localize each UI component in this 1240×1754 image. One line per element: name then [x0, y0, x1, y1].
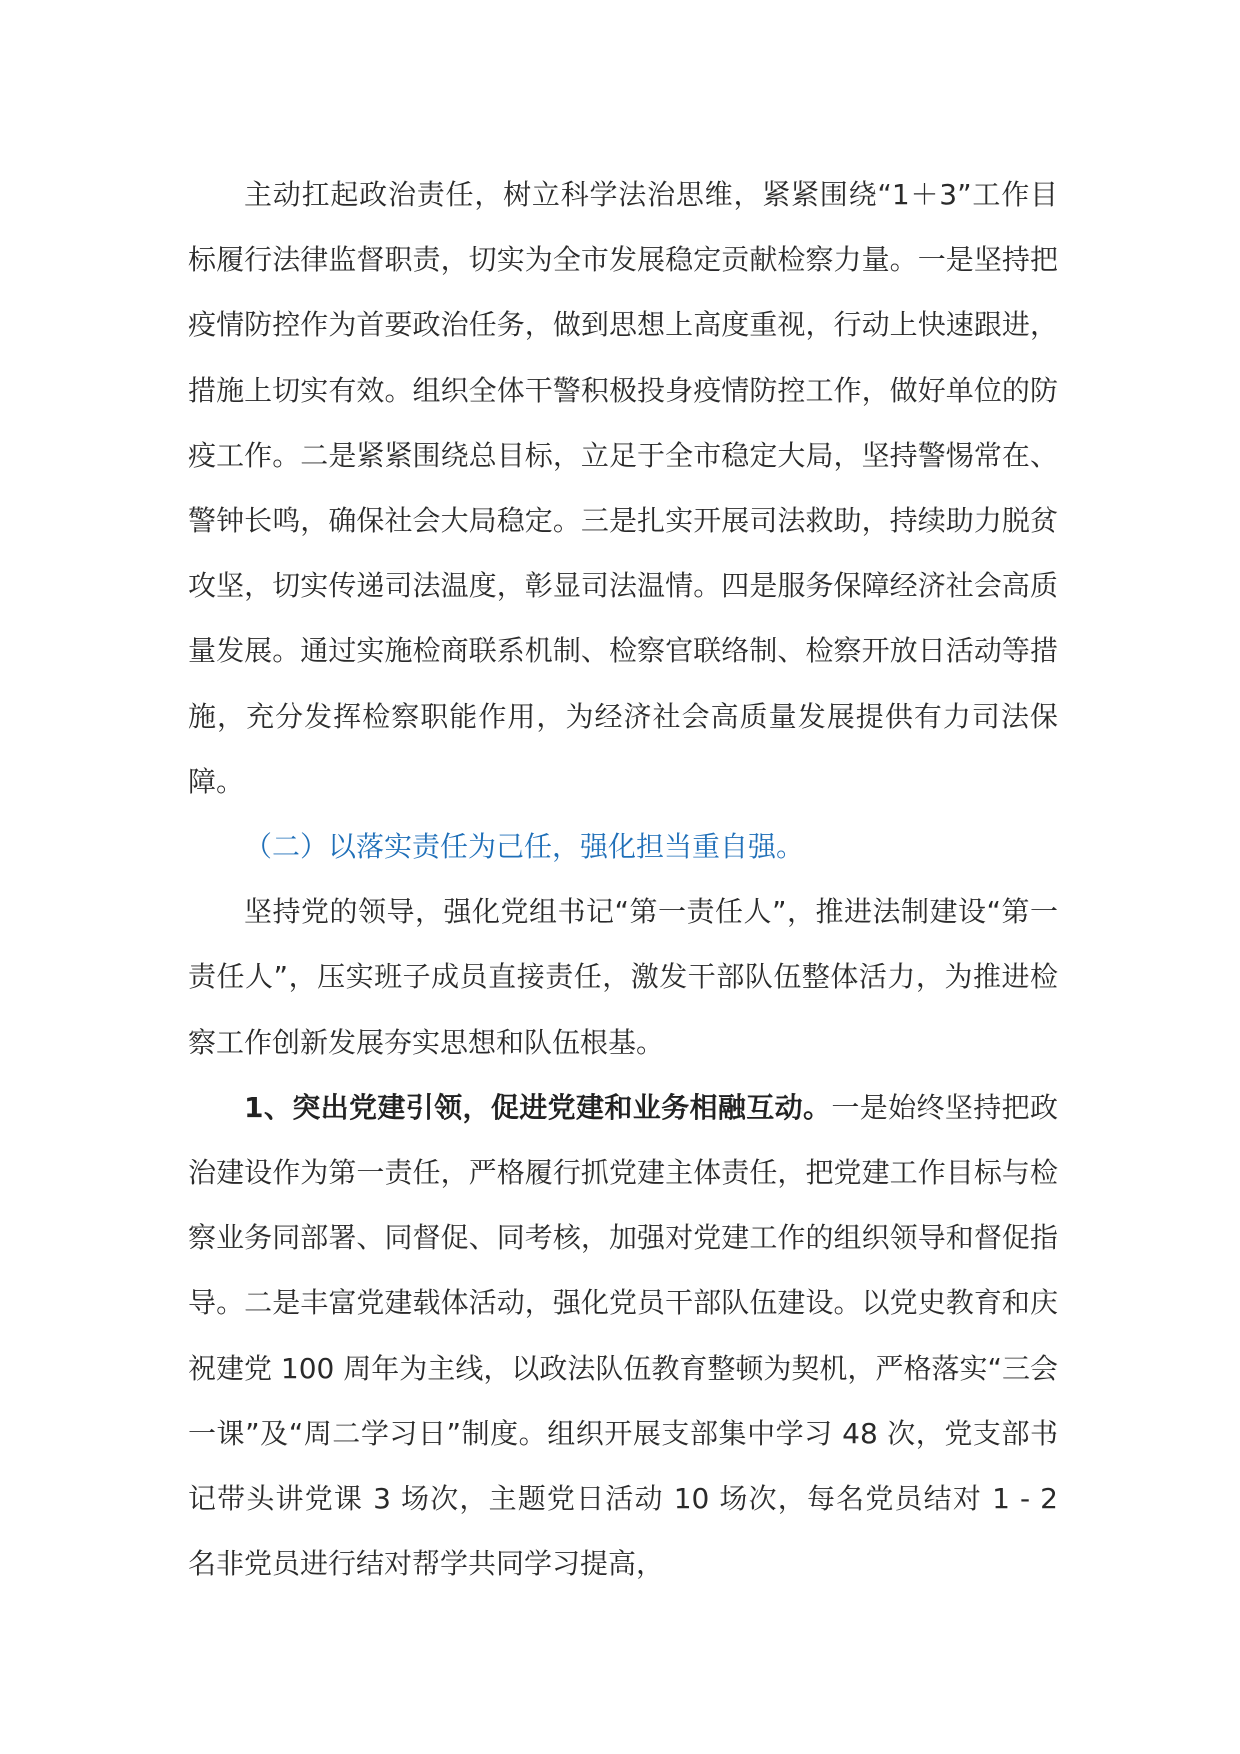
section-heading-2: （二）以落实责任为己任，强化担当重自强。: [244, 830, 805, 864]
paragraph-party-building-body: 一是始终坚持把政治建设作为第一责任，严格履行抓党建主体责任，把党建工作目标与检察业务同部署、同督促、同考核，加强对党建工作的组织领导和督促指导。二是丰富党建载体活动，强化党员干部队伍建设。以党史教育和庆祝建党 100 周年为主线，以政法队伍教育整顿为契机，严格落实“三会一课”及“周二学习日”制度。组织开展支部集中学习 48 次，党支部书记带头讲党课 3 场次，主题党日活动 10 场次，每名党员结对 1 - 2 名非党员进行结对帮学共同学习提高，: [188, 1090, 1058, 1581]
document-page: [188, 162, 1058, 1596]
paragraph-party-building: [188, 1075, 1058, 1597]
paragraph-party-leadership: 坚持党的领导，强化党组书记“第一责任人”，推进法制建设“第一责任人”，压实班子成员直接责任，激发干部队伍整体活力，为推进检察工作创新发展夯实思想和队伍根基。: [188, 895, 1058, 1059]
subsection-title-1: 1、突出党建引领，促进党建和业务相融互动。: [244, 1090, 832, 1124]
paragraph-political-responsibility: 主动扛起政治责任，树立科学法治思维，紧紧围绕“1＋3”工作目标履行法律监督职责，切实为全市发展稳定贡献检察力量。一是坚持把疫情防控作为首要政治任务，做到思想上高度重视，行动上快速跟进，措施上切实有效。组织全体干警积极投身疫情防控工作，做好单位的防疫工作。二是紧紧围绕总目标，立足于全市稳定大局，坚持警惕常在、警钟长鸣，确保社会大局稳定。三是扎实开展司法救助，持续助力脱贫攻坚，切实传递司法温度，彰显司法温情。四是服务保障经济社会高质量发展。通过实施检商联系机制、检察官联络制、检察开放日活动等措施，充分发挥检察职能作用，为经济社会高质量发展提供有力司法保障。: [188, 178, 1058, 798]
